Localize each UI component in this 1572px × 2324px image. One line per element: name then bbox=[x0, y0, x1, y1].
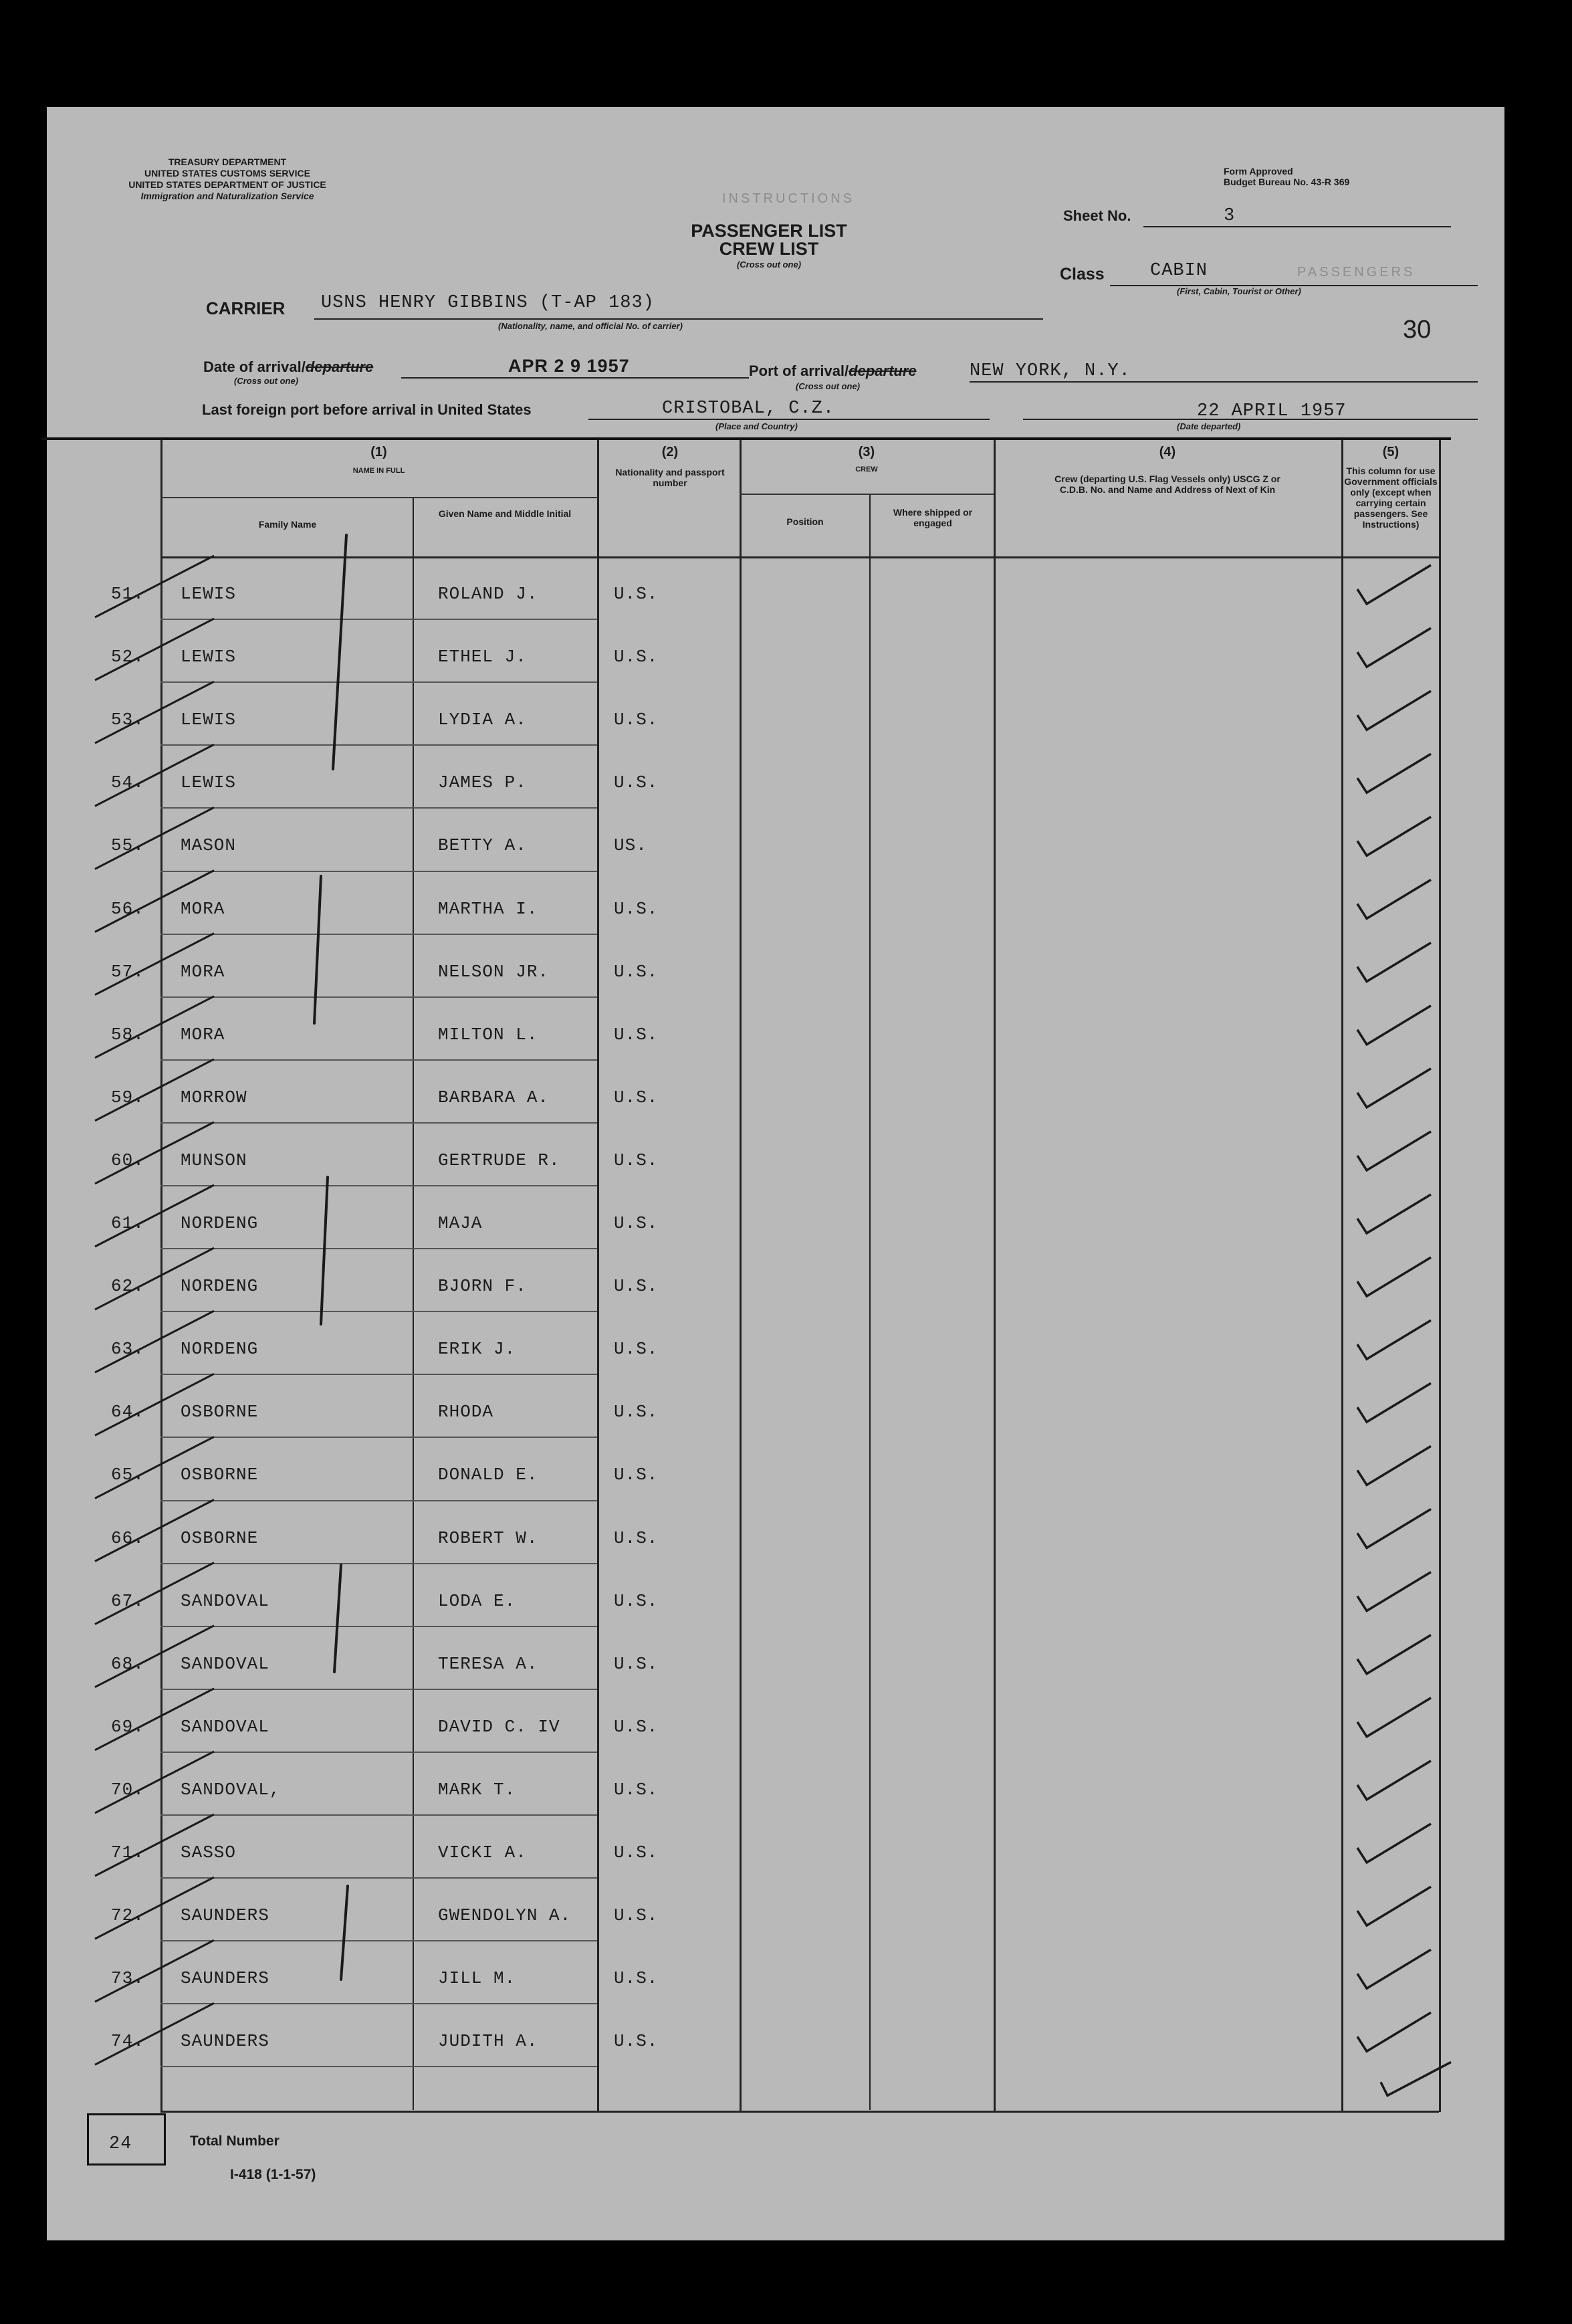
passenger-list-sheet bbox=[47, 107, 1504, 2240]
agency-line: UNITED STATES DEPARTMENT OF JUSTICE bbox=[128, 179, 326, 190]
col2-number: (2) bbox=[661, 445, 679, 459]
check-mark-icon bbox=[1357, 1132, 1431, 1170]
nationality: U.S. bbox=[614, 1905, 659, 1926]
nationality: U.S. bbox=[614, 1087, 659, 1107]
family-name: LEWIS bbox=[181, 647, 237, 667]
slash-mark-icon bbox=[95, 744, 214, 806]
family-name: OSBORNE bbox=[181, 1402, 259, 1422]
given-name: DAVID C. IV bbox=[438, 1716, 560, 1737]
slash-mark-icon bbox=[95, 1311, 214, 1372]
sheet-value: 3 bbox=[1224, 206, 1236, 226]
row-number: 70. bbox=[111, 1779, 144, 1800]
given-name: JILL M. bbox=[438, 1968, 516, 1989]
total-value: 24 bbox=[109, 2134, 132, 2154]
slash-mark-icon bbox=[95, 1940, 214, 2002]
slash-mark-icon bbox=[95, 2003, 214, 2065]
nationality: U.S. bbox=[614, 647, 659, 667]
departed-value: 22 APRIL 1957 bbox=[1197, 401, 1347, 421]
slash-mark-icon bbox=[95, 556, 214, 617]
check-mark-icon bbox=[1357, 754, 1431, 793]
check-mark-icon bbox=[1357, 1698, 1431, 1737]
nationality: U.S. bbox=[614, 961, 659, 982]
slash-mark-icon bbox=[95, 1374, 214, 1435]
check-mark-icon bbox=[1381, 2062, 1451, 2095]
given-name: MARTHA I. bbox=[438, 898, 538, 919]
col2-title: Nationality and passport number bbox=[615, 467, 725, 488]
given-name: ROBERT W. bbox=[438, 1527, 538, 1548]
given-name: BARBARA A. bbox=[438, 1087, 550, 1107]
given-name: TERESA A. bbox=[438, 1653, 538, 1674]
slash-mark-icon bbox=[95, 1059, 214, 1121]
slash-mark-icon bbox=[95, 1437, 214, 1498]
check-mark-icon bbox=[1357, 880, 1431, 919]
nationality: U.S. bbox=[614, 1716, 659, 1737]
nationality: U.S. bbox=[614, 898, 659, 919]
nationality: U.S. bbox=[614, 1150, 659, 1170]
col1-number: (1) bbox=[370, 445, 387, 459]
check-mark-icon bbox=[1357, 1446, 1431, 1485]
date-label-text: Date of arrival/ bbox=[203, 358, 306, 375]
family-name: MORA bbox=[181, 961, 225, 982]
check-mark-icon bbox=[1357, 1069, 1431, 1107]
form-approved-label: Form Approved bbox=[1224, 166, 1293, 177]
row-number: 65. bbox=[111, 1465, 144, 1485]
total-label: Total Number bbox=[190, 2133, 279, 2149]
bleed-through-text: PASSENGERS bbox=[1297, 265, 1416, 280]
nationality: U.S. bbox=[614, 1968, 659, 1989]
row-number: 59. bbox=[111, 1087, 144, 1107]
family-name: SAUNDERS bbox=[181, 2031, 269, 2052]
given-name: JUDITH A. bbox=[438, 2031, 538, 2052]
check-mark-icon bbox=[1357, 1761, 1431, 1800]
sheet-label: Sheet No. bbox=[1063, 207, 1131, 224]
page-number: 30 bbox=[1403, 316, 1432, 344]
given-name: MILTON L. bbox=[438, 1024, 538, 1045]
row-number: 61. bbox=[111, 1213, 144, 1233]
row-number: 52. bbox=[111, 647, 144, 667]
check-mark-icon bbox=[1357, 1572, 1431, 1611]
check-mark-icon bbox=[1357, 691, 1431, 730]
check-mark-icon bbox=[1357, 1383, 1431, 1422]
slash-mark-icon bbox=[95, 1752, 214, 1813]
given-name: ERIK J. bbox=[438, 1339, 516, 1360]
family-name: NORDENG bbox=[181, 1276, 259, 1297]
slash-mark-icon bbox=[95, 871, 214, 932]
check-mark-icon bbox=[1357, 1509, 1431, 1548]
bleed-through-text: INSTRUCTIONS bbox=[722, 191, 855, 206]
given-name: LYDIA A. bbox=[438, 710, 527, 730]
given-name: MARK T. bbox=[438, 1779, 516, 1800]
slash-mark-icon bbox=[95, 1626, 214, 1687]
departed-note: (Date departed) bbox=[1177, 421, 1241, 431]
row-number: 58. bbox=[111, 1024, 144, 1045]
given-name: DONALD E. bbox=[438, 1465, 538, 1485]
col3-number: (3) bbox=[858, 445, 875, 459]
nationality: US. bbox=[614, 835, 647, 856]
family-name-header: Family Name bbox=[258, 519, 317, 530]
given-name: ROLAND J. bbox=[438, 584, 538, 604]
check-mark-icon bbox=[1357, 1635, 1431, 1674]
arrival-date-value: APR 2 9 1957 bbox=[508, 356, 630, 376]
nationality: U.S. bbox=[614, 1465, 659, 1485]
last-port-value: CRISTOBAL, C.Z. bbox=[662, 399, 835, 419]
nationality: U.S. bbox=[614, 1842, 659, 1863]
check-mark-icon bbox=[1357, 1887, 1431, 1925]
family-name: LEWIS bbox=[181, 710, 237, 730]
given-name-header: Given Name and Middle Initial bbox=[438, 508, 572, 519]
nationality: U.S. bbox=[614, 772, 659, 793]
family-name: OSBORNE bbox=[181, 1527, 259, 1548]
check-mark-icon bbox=[1357, 1006, 1431, 1045]
nationality: U.S. bbox=[614, 1527, 659, 1548]
carrier-value: USNS HENRY GIBBINS (T-AP 183) bbox=[321, 293, 655, 313]
nationality: U.S. bbox=[614, 1402, 659, 1422]
row-number: 57. bbox=[111, 961, 144, 982]
family-name: SANDOVAL bbox=[181, 1653, 269, 1674]
nationality: U.S. bbox=[614, 1779, 659, 1800]
col4-title: Crew (departing U.S. Flag Vessels only) USCG Z or C.D.B. No. and Name and Address of Next of Kin bbox=[1054, 473, 1280, 495]
class-note: (First, Cabin, Tourist or Other) bbox=[1177, 286, 1301, 296]
slash-mark-icon bbox=[95, 996, 214, 1058]
given-name: GWENDOLYN A. bbox=[438, 1905, 572, 1926]
check-mark-icon bbox=[1357, 1949, 1431, 1988]
given-name: JAMES P. bbox=[438, 772, 527, 793]
row-number: 62. bbox=[111, 1276, 144, 1297]
row-number: 72. bbox=[111, 1905, 144, 1926]
row-number: 64. bbox=[111, 1402, 144, 1422]
port-crossed-out: departure bbox=[849, 362, 917, 379]
row-number: 60. bbox=[111, 1150, 144, 1170]
nationality: U.S. bbox=[614, 1213, 659, 1233]
slash-mark-icon bbox=[95, 807, 214, 869]
check-mark-icon bbox=[1357, 628, 1431, 667]
col3-title: CREW bbox=[855, 465, 878, 473]
given-name: BJORN F. bbox=[438, 1276, 527, 1297]
family-name: MORROW bbox=[181, 1087, 247, 1107]
class-label: Class bbox=[1060, 265, 1105, 284]
col5-number: (5) bbox=[1382, 445, 1399, 459]
nationality: U.S. bbox=[614, 2031, 659, 2052]
slash-mark-icon bbox=[95, 1500, 214, 1562]
given-name: ETHEL J. bbox=[438, 647, 527, 667]
slash-mark-icon bbox=[95, 1877, 214, 1939]
family-name: NORDENG bbox=[181, 1339, 259, 1360]
nationality: U.S. bbox=[614, 1024, 659, 1045]
check-mark-icon bbox=[1357, 943, 1431, 982]
agency-line: UNITED STATES CUSTOMS SERVICE bbox=[144, 168, 310, 179]
given-name: MAJA bbox=[438, 1213, 483, 1233]
slash-mark-icon bbox=[95, 1814, 214, 1876]
col4-number: (4) bbox=[1159, 445, 1176, 459]
family-name: SASSO bbox=[181, 1842, 237, 1863]
class-value: CABIN bbox=[1150, 261, 1208, 281]
family-name: SANDOVAL bbox=[181, 1590, 269, 1611]
carrier-label: CARRIER bbox=[206, 298, 286, 318]
row-number: 51. bbox=[111, 584, 144, 604]
family-name: LEWIS bbox=[181, 584, 237, 604]
slash-mark-icon bbox=[95, 1248, 214, 1309]
budget-bureau-number: Budget Bureau No. 43-R 369 bbox=[1224, 177, 1350, 187]
family-name: OSBORNE bbox=[181, 1465, 259, 1485]
check-mark-icon bbox=[1357, 1824, 1431, 1863]
total-box bbox=[87, 2113, 166, 2165]
row-number: 53. bbox=[111, 710, 144, 730]
family-name: MORA bbox=[181, 1024, 225, 1045]
family-name: SAUNDERS bbox=[181, 1968, 269, 1989]
check-mark-icon bbox=[1357, 1194, 1431, 1233]
given-name: RHODA bbox=[438, 1402, 494, 1422]
family-name: SAUNDERS bbox=[181, 1905, 269, 1926]
family-name: MUNSON bbox=[181, 1150, 247, 1170]
row-number: 63. bbox=[111, 1339, 144, 1360]
agency-line: TREASURY DEPARTMENT bbox=[168, 156, 287, 167]
slash-mark-icon bbox=[95, 619, 214, 680]
date-note: (Cross out one) bbox=[234, 376, 299, 386]
position-header: Position bbox=[786, 516, 824, 527]
row-number: 69. bbox=[111, 1716, 144, 1737]
family-name: MORA bbox=[181, 898, 225, 919]
family-name: NORDENG bbox=[181, 1213, 259, 1233]
given-name: VICKI A. bbox=[438, 1842, 527, 1863]
port-value: NEW YORK, N.Y. bbox=[970, 361, 1131, 381]
row-number: 68. bbox=[111, 1653, 144, 1674]
where-shipped-header: Where shipped or engaged bbox=[893, 507, 973, 528]
title-note: (Cross out one) bbox=[736, 259, 802, 270]
row-number: 71. bbox=[111, 1842, 144, 1863]
row-number: 74. bbox=[111, 2031, 144, 2052]
last-port-note: (Place and Country) bbox=[715, 421, 798, 431]
carrier-note: (Nationality, name, and official No. of carrier) bbox=[498, 321, 683, 331]
family-name: MASON bbox=[181, 835, 237, 856]
nationality: U.S. bbox=[614, 1653, 659, 1674]
row-number: 67. bbox=[111, 1590, 144, 1611]
agency-line: Immigration and Naturalization Service bbox=[140, 191, 314, 201]
given-name: LODA E. bbox=[438, 1590, 516, 1611]
nationality: U.S. bbox=[614, 1339, 659, 1360]
slash-mark-icon bbox=[95, 1689, 214, 1750]
form-number: I-418 (1-1-57) bbox=[230, 2167, 316, 2182]
handwritten-marks bbox=[47, 107, 1504, 2240]
check-mark-icon bbox=[1357, 1257, 1431, 1296]
check-mark-icon bbox=[1357, 2012, 1431, 2051]
nationality: U.S. bbox=[614, 1276, 659, 1297]
given-name: GERTRUDE R. bbox=[438, 1150, 560, 1170]
row-number: 73. bbox=[111, 1968, 144, 1989]
family-name: LEWIS bbox=[181, 772, 237, 793]
slash-mark-icon bbox=[95, 1185, 214, 1247]
nationality: U.S. bbox=[614, 584, 659, 604]
family-name: SANDOVAL bbox=[181, 1716, 269, 1737]
row-number: 54. bbox=[111, 772, 144, 793]
port-label-text: Port of arrival/ bbox=[749, 362, 849, 379]
given-name: NELSON JR. bbox=[438, 961, 550, 982]
last-port-label: Last foreign port before arrival in United States bbox=[202, 401, 532, 418]
title-passenger-list: PASSENGER LIST bbox=[691, 221, 847, 241]
col1-title: NAME IN FULL bbox=[352, 467, 405, 475]
slash-mark-icon bbox=[95, 934, 214, 995]
check-mark-icon bbox=[1357, 565, 1431, 604]
check-mark-icon bbox=[1357, 817, 1431, 855]
slash-mark-icon bbox=[95, 1122, 214, 1184]
slash-mark-icon bbox=[95, 1563, 214, 1624]
family-name: SANDOVAL, bbox=[181, 1779, 281, 1800]
row-number: 55. bbox=[111, 835, 144, 856]
check-mark-icon bbox=[1357, 1320, 1431, 1359]
title-crew-list: CREW LIST bbox=[719, 239, 819, 259]
nationality: U.S. bbox=[614, 1590, 659, 1611]
port-note: (Cross out one) bbox=[796, 381, 861, 391]
nationality: U.S. bbox=[614, 710, 659, 730]
col5-title: This column for use Government officials only (except when carrying certain passengers. See Instructions) bbox=[1344, 465, 1438, 530]
date-crossed-out: departure bbox=[305, 358, 374, 375]
given-name: BETTY A. bbox=[438, 835, 527, 856]
slash-mark-icon bbox=[95, 681, 214, 743]
row-number: 56. bbox=[111, 898, 144, 919]
row-number: 66. bbox=[111, 1527, 144, 1548]
